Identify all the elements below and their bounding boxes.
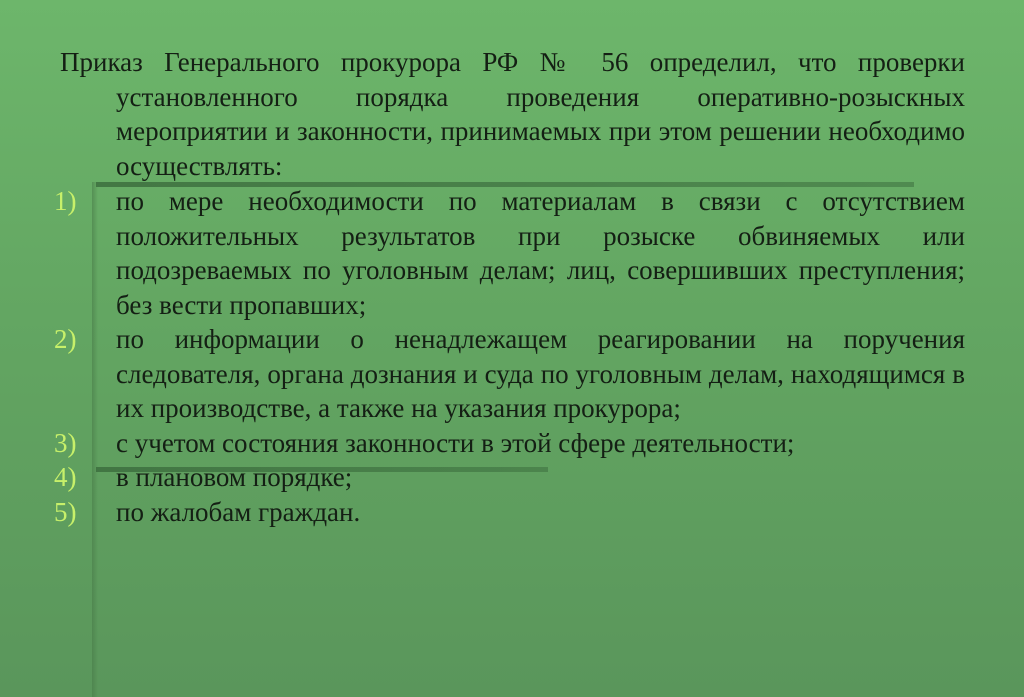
numbered-list	[54, 184, 965, 529]
list-item-text: в плановом порядке;	[116, 462, 353, 492]
list-item-text: по мере необходимости по материалам в связи с отсутствием положительных результатов при розыске обвиняемых или подозреваемых по уголовным делам; лиц, совершивших преступления; без вести пропавших;	[116, 186, 965, 320]
list-item	[54, 495, 965, 530]
list-item-text: с учетом состояния законности в этой сфере деятельности;	[116, 427, 795, 458]
list-item-number: 2)	[54, 324, 77, 354]
list-item-number: 3)	[54, 427, 77, 458]
intro-paragraph: Приказ Генерального прокурора РФ № 56 определил, что проверки установленного порядка проведения оперативно-розыскных мероприятии и законности, принимаемых при этом решении необходимо осуществлять:	[60, 47, 965, 181]
list-item-number: 1)	[54, 186, 77, 216]
list-item-number: 4)	[54, 462, 77, 492]
list-item-number: 5)	[54, 496, 77, 527]
list-item	[54, 322, 965, 426]
list-item	[54, 184, 965, 322]
slide-content	[54, 45, 965, 529]
list-item	[54, 460, 965, 495]
list-item	[54, 426, 965, 461]
list-item-text: по информации о ненадлежащем реагировании на поручения следователя, органа дознания и суда по уголовным делам, находящимся в их производстве, а также на указания прокурора;	[116, 324, 965, 423]
list-item-text: по жалобам граждан.	[116, 496, 361, 527]
